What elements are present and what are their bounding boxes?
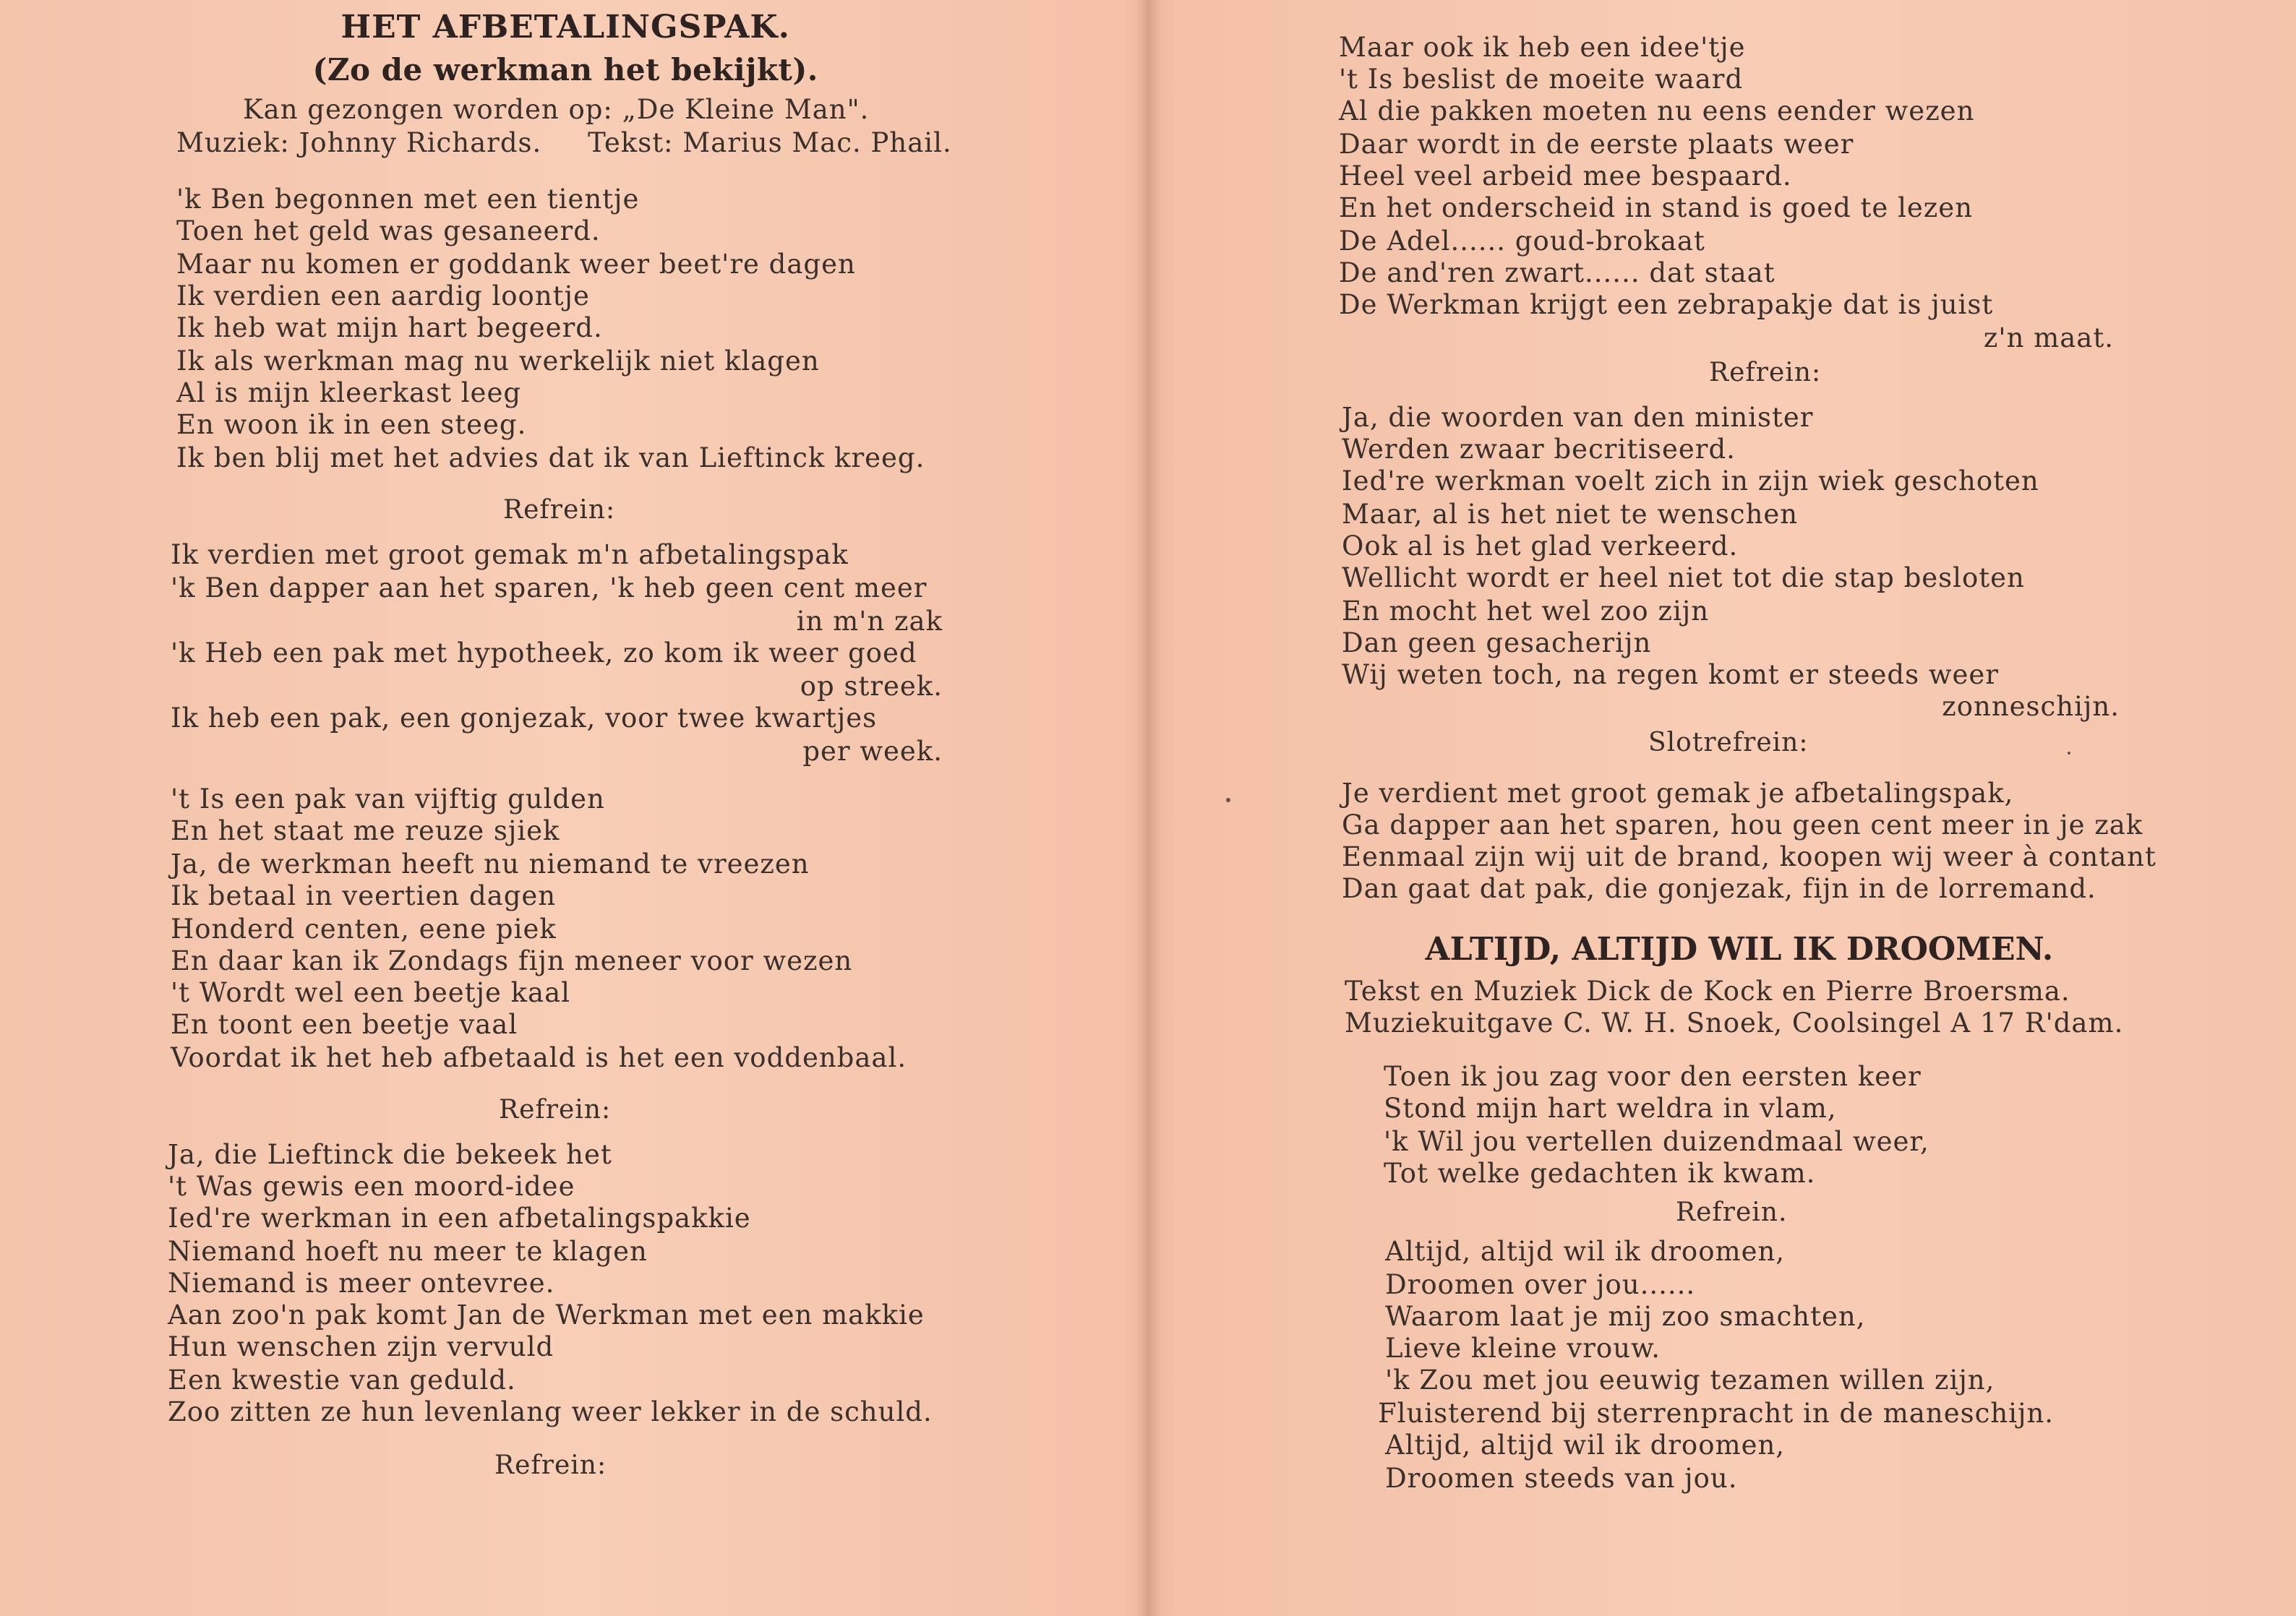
verse-line: Al is mijn kleerkast leeg <box>176 377 522 408</box>
verse-line: Heel veel arbeid mee bespaard. <box>1339 160 1792 192</box>
verse-line: Een kwestie van geduld. <box>168 1364 516 1396</box>
paper-speck <box>1226 798 1230 802</box>
verse-line: Maar, al is het niet te wenschen <box>1342 499 1799 530</box>
slotrefrein-label: Slotrefrein: <box>1648 728 1809 757</box>
verse-line: Ja, die woorden van den minister <box>1342 402 1814 433</box>
song1-tune: Kan gezongen worden op: „De Kleine Man". <box>243 94 870 125</box>
refrain-line: Altijd, altijd wil ik droomen, <box>1385 1430 1786 1461</box>
verse-line: Daar wordt in de eerste plaats weer <box>1339 129 1854 160</box>
verse-line: 't Was gewis een moord-idee <box>168 1171 575 1202</box>
refrain-line-continuation: per week. <box>802 736 943 767</box>
verse-line: Werden zwaar becritiseerd. <box>1342 434 1736 465</box>
verse-line: Ik heb wat mijn hart begeerd. <box>176 312 603 343</box>
refrain-label: Refrein: <box>494 1450 607 1480</box>
verse-line: Wij weten toch, na regen komt er steeds weer <box>1342 659 1999 690</box>
verse-line: Maar nu komen er goddank weer beet're dagen <box>176 249 856 280</box>
refrain-label: Refrein: <box>1709 358 1822 387</box>
verse-line: Zoo zitten ze hun levenlang weer lekker in de schuld. <box>168 1396 933 1427</box>
verse-line: En het onderscheid in stand is goed te lezen <box>1339 192 1974 223</box>
verse-line: En mocht het wel zoo zijn <box>1342 596 1710 627</box>
verse-line: 't Is een pak van vijftig gulden <box>171 783 605 815</box>
song1-credits: Muziek: Johnny Richards. Tekst: Marius Mac. Phail. <box>176 127 952 158</box>
refrain-label: Refrein. <box>1676 1198 1788 1227</box>
verse-line: En toont een beetje vaal <box>171 1009 518 1040</box>
verse-line-continuation: z'n maat. <box>1983 322 2114 353</box>
verse-line: Honderd centen, eene piek <box>171 914 557 945</box>
verse-line: Ja, de werkman heeft nu niemand te vreezen <box>171 848 810 880</box>
refrain-line-continuation: op streek. <box>800 671 943 702</box>
verse-line: En daar kan ik Zondags fijn meneer voor wezen <box>171 945 853 976</box>
verse-line: Voordat ik het heb afbetaald is het een voddenbaal. <box>171 1042 907 1073</box>
refrain-line: Altijd, altijd wil ik droomen, <box>1385 1236 1786 1267</box>
verse-line: 't Wordt wel een beetje kaal <box>171 977 570 1008</box>
verse-line: Tot welke gedachten ik kwam. <box>1384 1158 1816 1189</box>
verse-line-continuation: zonneschijn. <box>1942 691 2120 722</box>
refrain-line: Ik heb een pak, een gonjezak, voor twee kwartjes <box>171 702 878 734</box>
refrain-line: Fluisterend bij sterrenpracht in de maneschijn. <box>1378 1398 2055 1429</box>
refrain-line: Ik verdien met groot gemak m'n afbetalingspak <box>171 539 849 570</box>
verse-line: Al die pakken moeten nu eens eender wezen <box>1339 95 1975 126</box>
slotrefrein-line: Ga dapper aan het sparen, hou geen cent meer in je zak <box>1342 809 2143 841</box>
verse-line: Hun wenschen zijn vervuld <box>168 1331 554 1362</box>
verse-line: Wellicht wordt er heel niet tot die stap besloten <box>1342 562 2025 593</box>
slotrefrein-line: Dan gaat dat pak, die gonjezak, fijn in de lorremand. <box>1342 873 2096 904</box>
refrain-line: Waarom laat je mij zoo smachten, <box>1385 1301 1866 1332</box>
verse-line: Ik ben blij met het advies dat ik van Lieftinck kreeg. <box>176 442 925 473</box>
song2-publisher: Muziekuitgave C. W. H. Snoek, Coolsingel A 17 R'dam. <box>1345 1007 2124 1039</box>
verse-line: Toen het geld was gesaneerd. <box>176 215 601 246</box>
verse-line: Niemand hoeft nu meer te klagen <box>168 1236 648 1267</box>
verse-line: Stond mijn hart weldra in vlam, <box>1384 1093 1837 1124</box>
left-page <box>0 0 1142 1616</box>
verse-line: Aan zoo'n pak komt Jan de Werkman met een makkie <box>168 1299 925 1331</box>
verse-line: Ik verdien een aardig loontje <box>176 280 590 311</box>
paper-speck <box>2068 752 2070 755</box>
verse-line: De and'ren zwart...... dat staat <box>1339 257 1775 288</box>
verse-line: Ik als werkman mag nu werkelijk niet klagen <box>176 345 820 377</box>
refrain-label: Refrein: <box>503 495 616 525</box>
verse-line: Ied're werkman in een afbetalingspakkie <box>168 1203 751 1234</box>
slotrefrein-line: Eenmaal zijn wij uit de brand, koopen wij weer à contant <box>1342 841 2156 872</box>
song2-credits: Tekst en Muziek Dick de Kock en Pierre Broersma. <box>1345 976 2070 1007</box>
verse-line: Maar ook ik heb een idee'tje <box>1339 32 1746 63</box>
verse-line: 'k Ben begonnen met een tientje <box>176 184 640 215</box>
verse-line: Niemand is meer ontevree. <box>168 1268 555 1299</box>
right-page <box>1157 0 2296 1616</box>
refrain-line: 'k Ben dapper aan het sparen, 'k heb geen cent meer <box>171 572 928 603</box>
verse-line: De Werkman krijgt een zebrapakje dat is juist <box>1339 289 1994 320</box>
slotrefrein-line: Je verdient met groot gemak je afbetalingspak, <box>1342 778 2014 809</box>
verse-line: En woon ik in een steeg. <box>176 409 527 440</box>
verse-line: Toen ik jou zag voor den eersten keer <box>1384 1061 1922 1092</box>
refrain-line-continuation: in m'n zak <box>796 606 943 637</box>
verse-line: Ik betaal in veertien dagen <box>171 880 557 911</box>
song1-title: HET AFBETALINGSPAK. <box>340 9 790 46</box>
refrain-line: 'k Zou met jou eeuwig tezamen willen zijn, <box>1385 1364 1995 1396</box>
verse-line: 'k Wil jou vertellen duizendmaal weer, <box>1384 1126 1929 1157</box>
song1-subtitle: (Zo de werkman het bekijkt). <box>312 52 818 87</box>
verse-line: 't Is beslist de moeite waard <box>1339 64 1744 95</box>
refrain-line: 'k Heb een pak met hypotheek, zo kom ik weer goed <box>171 637 917 669</box>
verse-line: Dan geen gesacherijn <box>1342 627 1652 658</box>
verse-line: Ied're werkman voelt zich in zijn wiek geschoten <box>1342 465 2039 497</box>
refrain-label: Refrein: <box>499 1095 612 1125</box>
refrain-line: Droomen over jou...... <box>1385 1269 1696 1300</box>
verse-line: De Adel...... goud-brokaat <box>1339 225 1705 257</box>
refrain-line: Lieve kleine vrouw. <box>1385 1333 1661 1364</box>
refrain-line: Droomen steeds van jou. <box>1385 1463 1738 1494</box>
song2-title: ALTIJD, ALTIJD WIL IK DROOMEN. <box>1425 931 2054 968</box>
verse-line: Ook al is het glad verkeerd. <box>1342 530 1739 562</box>
verse-line: En het staat me reuze sjiek <box>171 815 560 846</box>
verse-line: Ja, die Lieftinck die bekeek het <box>168 1139 612 1170</box>
